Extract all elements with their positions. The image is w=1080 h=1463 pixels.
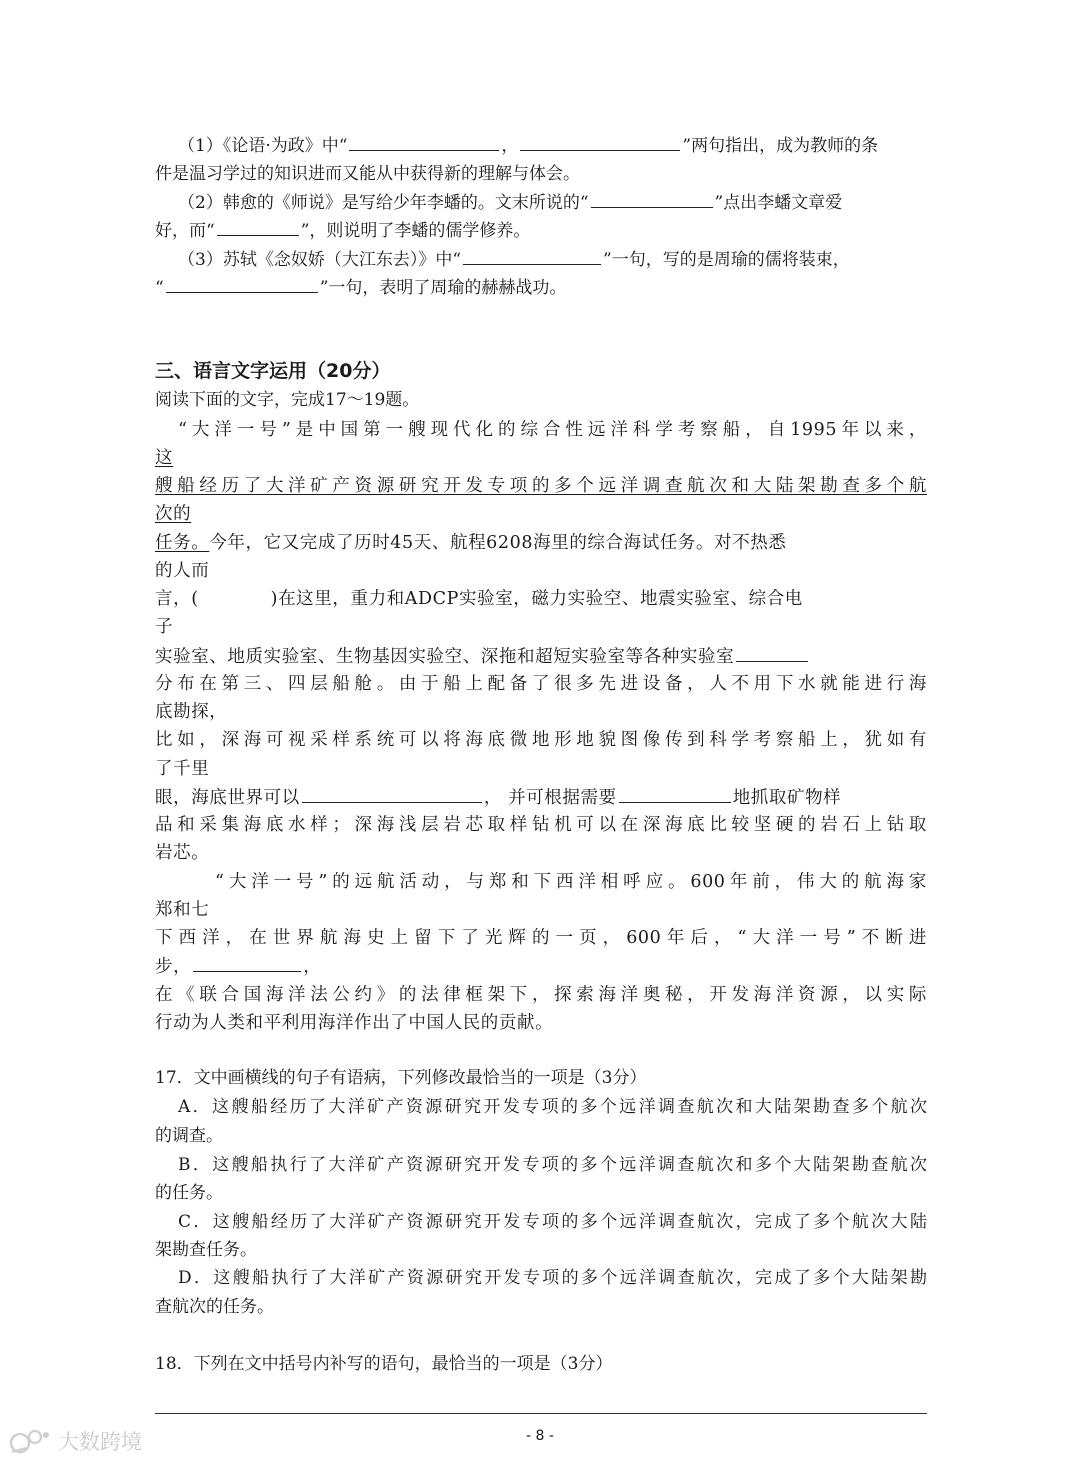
poem-q2-line2 <box>155 218 927 243</box>
passage-line: 的人而 <box>155 561 210 581</box>
passage-fragment: 今年，它又完成了历时45天、航程6208海里的综合海试任务。对不热悉 <box>209 533 787 553</box>
passage-fragment: ， <box>303 957 322 977</box>
q17-option-c[interactable]: C．这艘船经历了大洋矿产资源研究开发专项的多个远洋调查航次，完成了多个航次大陆 <box>178 1212 927 1232</box>
q17-option-c-cont: 架勘查任务。 <box>155 1240 257 1260</box>
passage-line-underlined: 艘船经历了大洋矿产资源研究开发专项的多个远洋调查航次和大陆架勘查多个航 <box>155 476 927 496</box>
poem-q1-text-a: （1）《论语·为政》中“ <box>178 136 348 156</box>
poem-q2-line1 <box>178 190 927 215</box>
section-intro: 阅读下面的文字，完成17～19题。 <box>155 390 420 410</box>
poem-q1-text-b: ， <box>501 136 519 156</box>
passage-line: 郑和七 <box>155 900 210 920</box>
poem-q3-text-b: ”一句，写的是周瑜的儒将装束， <box>603 250 850 270</box>
passage-line <box>155 644 927 669</box>
footer-divider <box>155 1413 927 1414</box>
passage-line: 底勘探， <box>155 702 228 722</box>
passage-line: 在《联合国海洋法公约》的法律框架下，探索海洋奥秘，开发海洋资源，以实际 <box>155 985 927 1005</box>
answer-blank[interactable] <box>463 247 601 265</box>
answer-blank[interactable] <box>217 218 299 236</box>
passage-line-underlined: 次的 <box>155 504 192 524</box>
passage-fragment: 实验室、地质实验室、生物基因实验空、深拖和超短实验室等各种实验室 <box>155 647 735 667</box>
passage-line: 岩芯。 <box>155 843 210 863</box>
q17-stem: 17．文中画横线的句子有语病，下列修改最恰当的一项是（3分） <box>155 1068 647 1088</box>
passage-fragment: 步， <box>155 957 192 977</box>
q17-option-d[interactable]: D．这艘船执行了大洋矿产资源研究开发专项的多个远洋调查航次，完成了多个大陆架勘 <box>178 1268 927 1288</box>
passage-line: “大洋一号”是中国第一艘现代化的综合性远洋科学考察船，自1995年以来， <box>178 420 927 440</box>
watermark-text: 大数跨境 <box>58 1430 142 1454</box>
q17-option-a[interactable]: A．这艘船经历了大洋矿产资源研究开发专项的多个远洋调查航次和大陆架勘查多个航次 <box>178 1097 927 1117</box>
passage-line <box>155 954 927 979</box>
passage-line: 品和采集海底水样；深海浅层岩芯取样钻机可以在深海底比较坚硬的岩石上钻取 <box>155 815 927 835</box>
passage-fragment: )在这里，重力和ADCP实验室，磁力实验空、地震实验室、综合电 <box>270 589 803 609</box>
q17-option-b[interactable]: B．这艘船执行了大洋矿产资源研究开发专项的多个远洋调查航次和多个大陆架勘查航次 <box>178 1155 927 1175</box>
passage-line: 了千里 <box>155 759 210 779</box>
answer-blank[interactable] <box>302 785 482 803</box>
poem-q3-line2 <box>155 275 927 300</box>
watermark-logo-icon <box>8 1426 52 1456</box>
passage-fragment: 言，( <box>155 589 199 609</box>
section-title: 三、语言文字运用（20分） <box>155 360 391 382</box>
q18-stem: 18．下列在文中括号内补写的语句，最恰当的一项是（3分） <box>155 1354 613 1374</box>
poem-q1-line1 <box>178 133 927 158</box>
answer-blank[interactable] <box>349 133 499 151</box>
passage-fragment: ， 并可根据需要 <box>483 788 617 808</box>
q17-option-a-cont: 的调查。 <box>155 1126 223 1146</box>
passage-line: 比如，深海可视采样系统可以将海底微地形地貌图像传到科学考察船上，犹如有 <box>155 730 927 750</box>
q17-option-b-cont: 的任务。 <box>155 1183 223 1203</box>
answer-blank[interactable] <box>193 954 301 972</box>
passage-fragment: 眼，海底世界可以 <box>155 788 300 808</box>
passage-line <box>155 531 927 555</box>
passage-line <box>155 587 927 611</box>
poem-q1-line2: 件是温习学过的知识进而又能从中获得新的理解与体会。 <box>155 164 580 184</box>
q17-option-d-cont: 查航次的任务。 <box>155 1297 274 1317</box>
passage-line: 分布在第三、四层船舱。由于船上配备了很多先进设备，人不用下水就能进行海 <box>155 674 927 694</box>
answer-blank[interactable] <box>591 190 713 208</box>
poem-q2-text-d: ”，则说明了李蟠的儒学修养。 <box>300 221 531 241</box>
poem-q3-text-c: “ <box>155 278 164 298</box>
poem-q3-text-a: （3）苏轼《念奴娇（大江东去）》中“ <box>178 250 462 270</box>
passage-line: 子 <box>155 617 174 637</box>
answer-blank[interactable] <box>619 785 731 803</box>
passage-line <box>155 785 927 810</box>
passage-line: 行动为人类和平利用海洋作出了中国人民的贡献。 <box>155 1013 554 1033</box>
page-number: - 8 - <box>526 1428 554 1444</box>
underlined-fragment: 任务。 <box>155 533 210 553</box>
poem-q3-line1 <box>178 247 927 272</box>
answer-blank[interactable] <box>736 644 808 662</box>
answer-blank[interactable] <box>166 275 318 293</box>
poem-q2-text-c: 好，而“ <box>155 221 215 241</box>
poem-q3-text-d: ”一句，表明了周瑜的赫赫战功。 <box>319 278 567 298</box>
passage-line: 下西洋，在世界航海史上留下了光辉的一页，600年后，“大洋一号”不断进 <box>155 928 927 948</box>
answer-blank[interactable] <box>520 133 680 151</box>
poem-q2-text-b: ”点出李蟠文章爱 <box>714 193 843 213</box>
poem-q2-text-a: （2）韩愈的《师说》是写给少年李蟠的。文末所说的“ <box>178 193 589 213</box>
watermark <box>8 1426 142 1456</box>
passage-line-underlined: 这 <box>155 448 174 468</box>
passage-fragment: 地抓取矿物样 <box>732 788 842 808</box>
poem-q1-text-c: ”两句指出，成为教师的条 <box>682 136 879 156</box>
passage-line: “大洋一号”的远航活动，与郑和下西洋相呼应。600年前，伟大的航海家 <box>215 872 927 892</box>
